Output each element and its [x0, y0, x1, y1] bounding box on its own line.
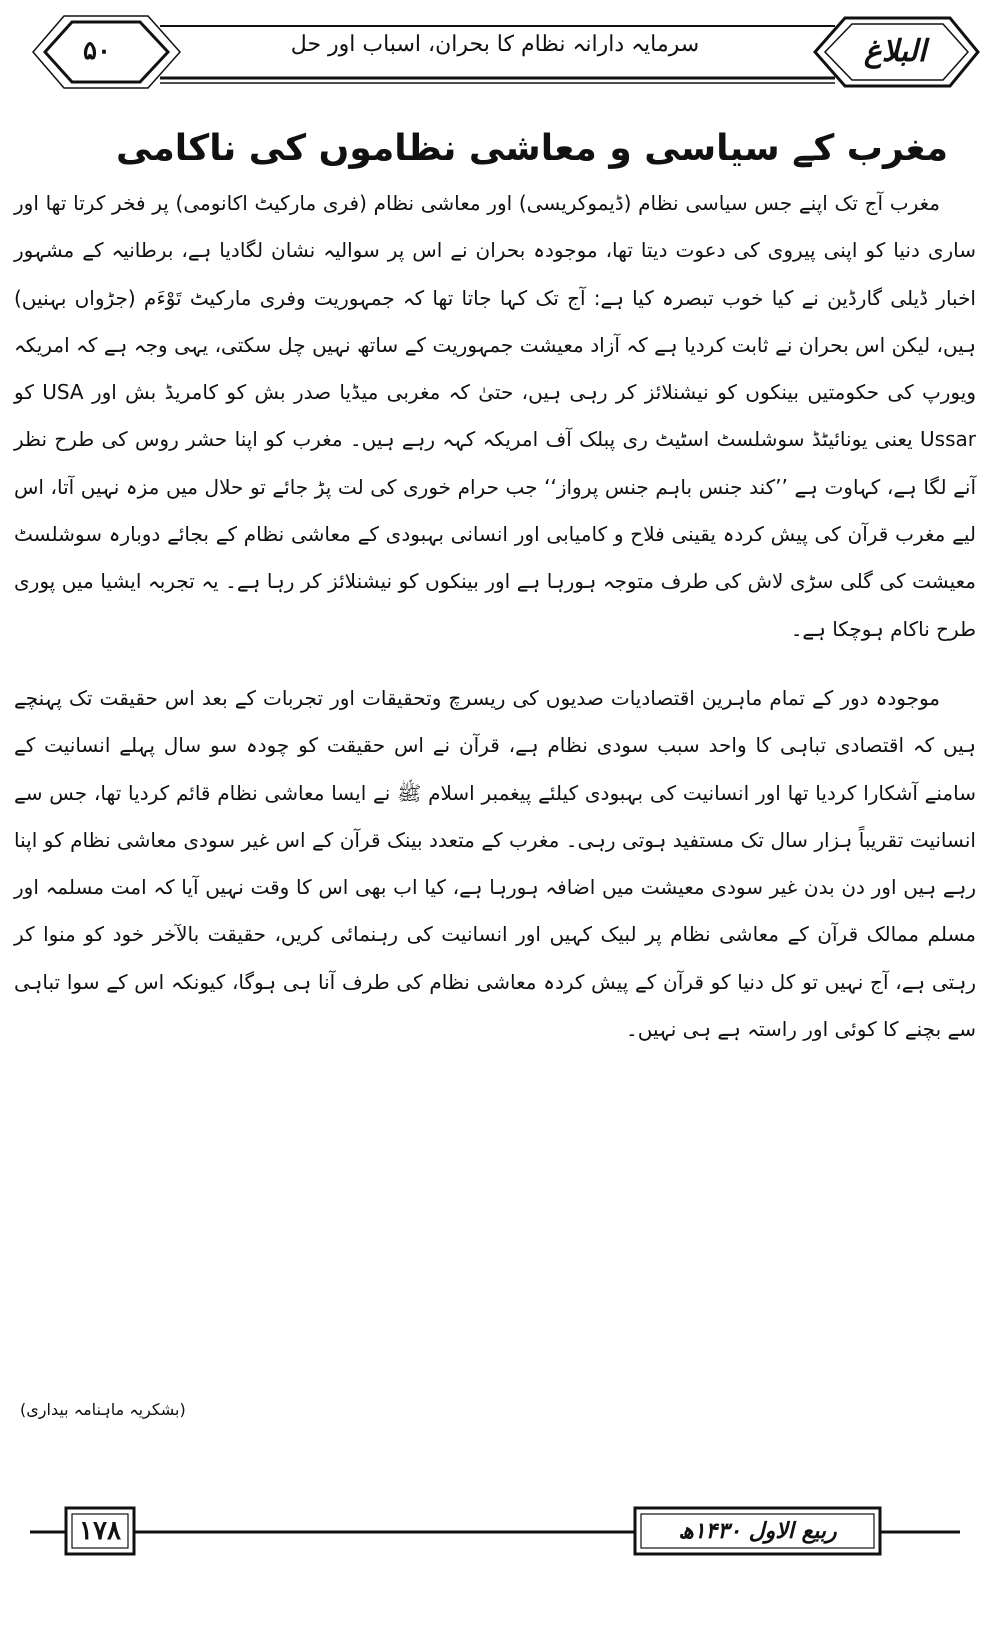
footer-folio: ۱۷۸ — [79, 1516, 121, 1546]
page-header — [0, 0, 990, 110]
issue-date: ربیع الاول ۱۴۳۰ھ — [678, 1518, 837, 1544]
running-title: سرمایہ دارانہ نظام کا بحران، اسباب اور حل — [290, 32, 700, 57]
article-paragraph: مغرب آج تک اپنے جس سیاسی نظام (ڈیموکریسی) اور معاشی نظام (فری مارکیٹ اکانومی) پر فخر کرتا تھا اور ساری دنیا کو اپنی پیروی کی دعوت دیتا تھا، موجودہ بحران نے اس پر سوالیہ نشان لگادیا ہے، برطانیہ کے مشہور اخبار ڈیلی گارڈین نے کیا خوب تبصرہ کیا ہے: آج تک کہا جاتا تھا کہ جمہوریت وفری مارکیٹ تَوْءَم (جڑواں بہنیں) ہیں، لیکن اس بحران نے ثابت کردیا ہے کہ آزاد معیشت جمہوریت کے ساتھ نہیں چل سکتی، یہی وجہ ہے کہ امریکہ ویورپ کی حکومتیں بینکوں کو نیشنلائز کر رہی ہیں، حتیٰ کہ مغربی میڈیا صدر بش کو کامریڈ بش اور USA کو Ussar یعنی یونائیٹڈ سوشلسٹ اسٹیٹ ری پبلک آف امریکہ کہہ رہے ہیں۔ مغرب کو اپنا حشر روس کی طرح نظر آنے لگا ہے، کہاوت ہے ’’کند جنس باہم جنس پرواز‘‘ جب حرام خوری کی لت پڑ جائے تو حلال میں مزہ نہیں آتا، اس لیے مغرب قرآن کی پیش کردہ یقینی فلاح و کامیابی اور انسانی بہبودی کے معاشی نظام کے بجائے دوبارہ سوشلسٹ معیشت کی گلی سڑی لاش کی طرف متوجہ ہورہا ہے اور بینکوں کو نیشنلائز کر رہا ہے۔ یہ تجربہ ایشیا میں پوری طرح ناکام ہوچکا ہے۔ — [14, 191, 976, 641]
article-paragraph: موجودہ دور کے تمام ماہرین اقتصادیات صدیوں کی ریسرچ وتحقیقات اور تجربات کے بعد اس حقیقت تک پہنچے ہیں کہ اقتصادی تباہی کا واحد سبب سودی نظام ہے، قرآن نے اس حقیقت کو چودہ سو سال پہلے انسانیت کے سامنے آشکارا کردیا تھا اور انسانیت کی بہبودی کیلئے پیغمبر اسلام ﷺ نے ایسا معاشی نظام قائم کردیا تھا، جس سے انسانیت تقریباً ہزار سال تک مستفید ہوتی رہی۔ مغرب کے متعدد بینک قرآن کے اس غیر سودی معاشی نظام کو اپنا رہے ہیں اور دن بدن غیر سودی معیشت میں اضافہ ہورہا ہے، کیا اب بھی اس کا وقت نہیں آیا کہ امت مسلمہ اور مسلم ممالک قرآن کے معاشی نظام پر لبیک کہیں اور انسانیت کی رہنمائی کریں، حقیقت بالآخر خود کو منوا کر رہتی ہے، آج نہیں تو کل دنیا کو قرآن کے پیش کردہ معاشی نظام کی طرف آنا ہی ہوگا، کیونکہ اس کے سوا تباہی سے بچنے کا کوئی اور راستہ ہے ہی نہیں۔ — [14, 685, 976, 1042]
page-footer — [0, 1490, 990, 1625]
article-heading: مغرب کے سیاسی و معاشی نظاموں کی ناکامی — [116, 128, 948, 169]
magazine-logo: البلاغ — [863, 33, 927, 69]
header-page-number: ۵۰ — [83, 36, 111, 66]
article-body — [14, 118, 976, 1053]
source-credit: (بشکریہ ماہنامہ بیداری) — [20, 1400, 186, 1419]
